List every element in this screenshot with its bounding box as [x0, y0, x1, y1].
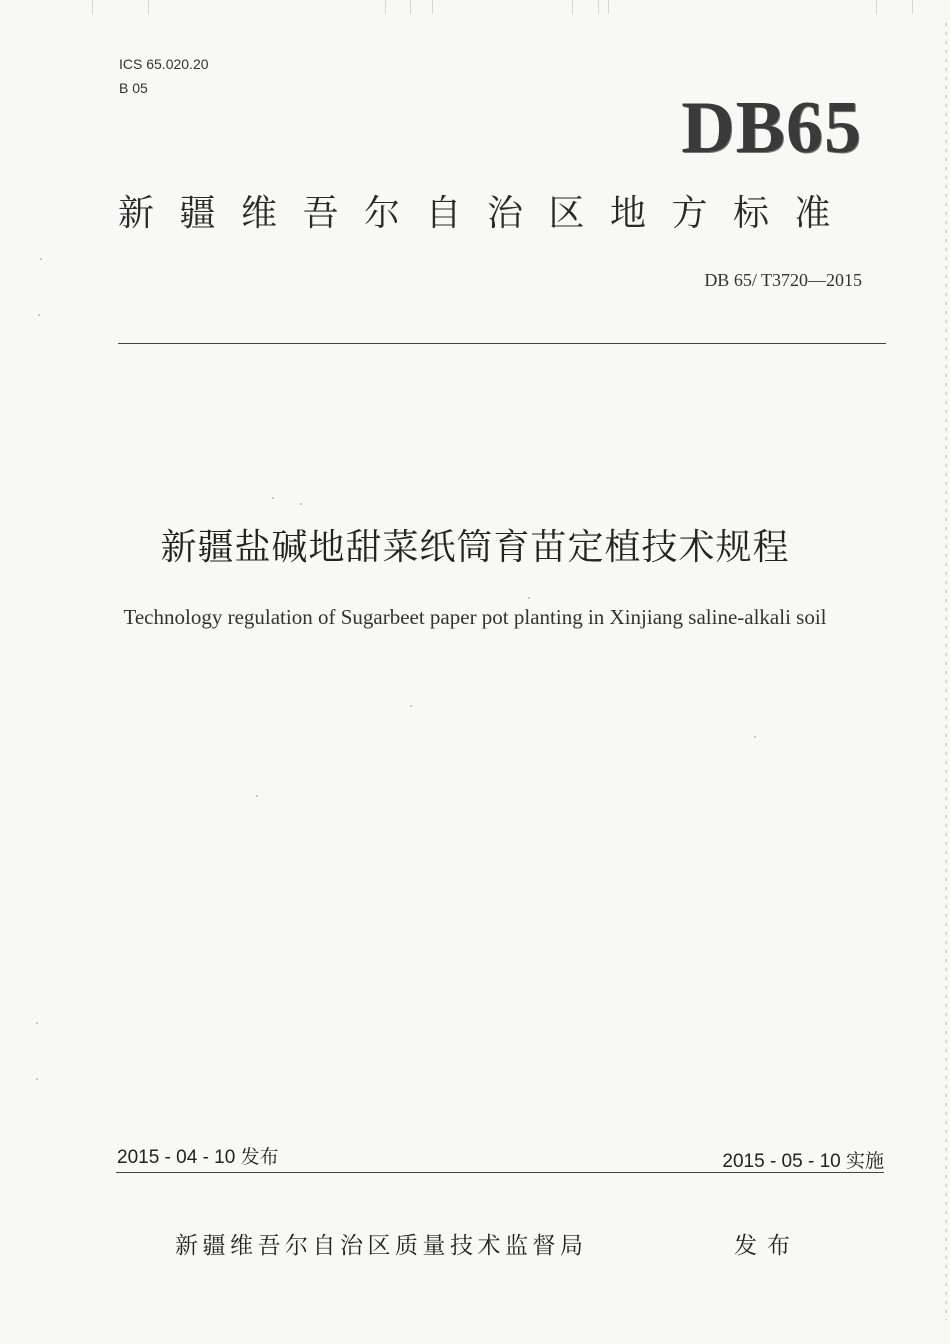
document-title-english: Technology regulation of Sugarbeet paper pot planting in Xinjiang saline-alkali soil [123, 605, 827, 629]
scan-speck [256, 795, 258, 797]
publisher-name: 新疆维吾尔自治区质量技术监督局 [175, 1233, 588, 1259]
ccs-code: B 05 [119, 80, 148, 96]
scan-speck [754, 736, 756, 738]
implementation-date: 2015 - 05 - 10 实施 [722, 1151, 884, 1172]
scan-edge-marks [0, 0, 950, 20]
top-divider [118, 343, 886, 344]
ics-code: ICS 65.020.20 [119, 56, 209, 72]
standard-number: DB 65/ T3720—2015 [704, 270, 862, 290]
scan-speck [528, 597, 530, 599]
scan-speck [410, 705, 412, 707]
publish-label: 发布 [734, 1233, 800, 1259]
bottom-divider [116, 1172, 884, 1173]
classification-codes [119, 52, 209, 100]
scan-speck [300, 503, 302, 505]
document-title-chinese: 新疆盐碱地甜菜纸筒育苗定植技术规程 [160, 527, 790, 568]
scan-speck [38, 314, 40, 316]
scan-speck [272, 497, 274, 499]
scan-speck [36, 1078, 38, 1080]
issue-date: 2015 - 04 - 10 发布 [117, 1147, 279, 1168]
db65-logo: DB65 [681, 87, 862, 169]
scan-speck [40, 258, 42, 260]
scan-speck [36, 1022, 38, 1024]
standard-category-title: 新疆维吾尔自治区地方标准 [118, 193, 857, 234]
scan-edge-dots [944, 20, 948, 1320]
